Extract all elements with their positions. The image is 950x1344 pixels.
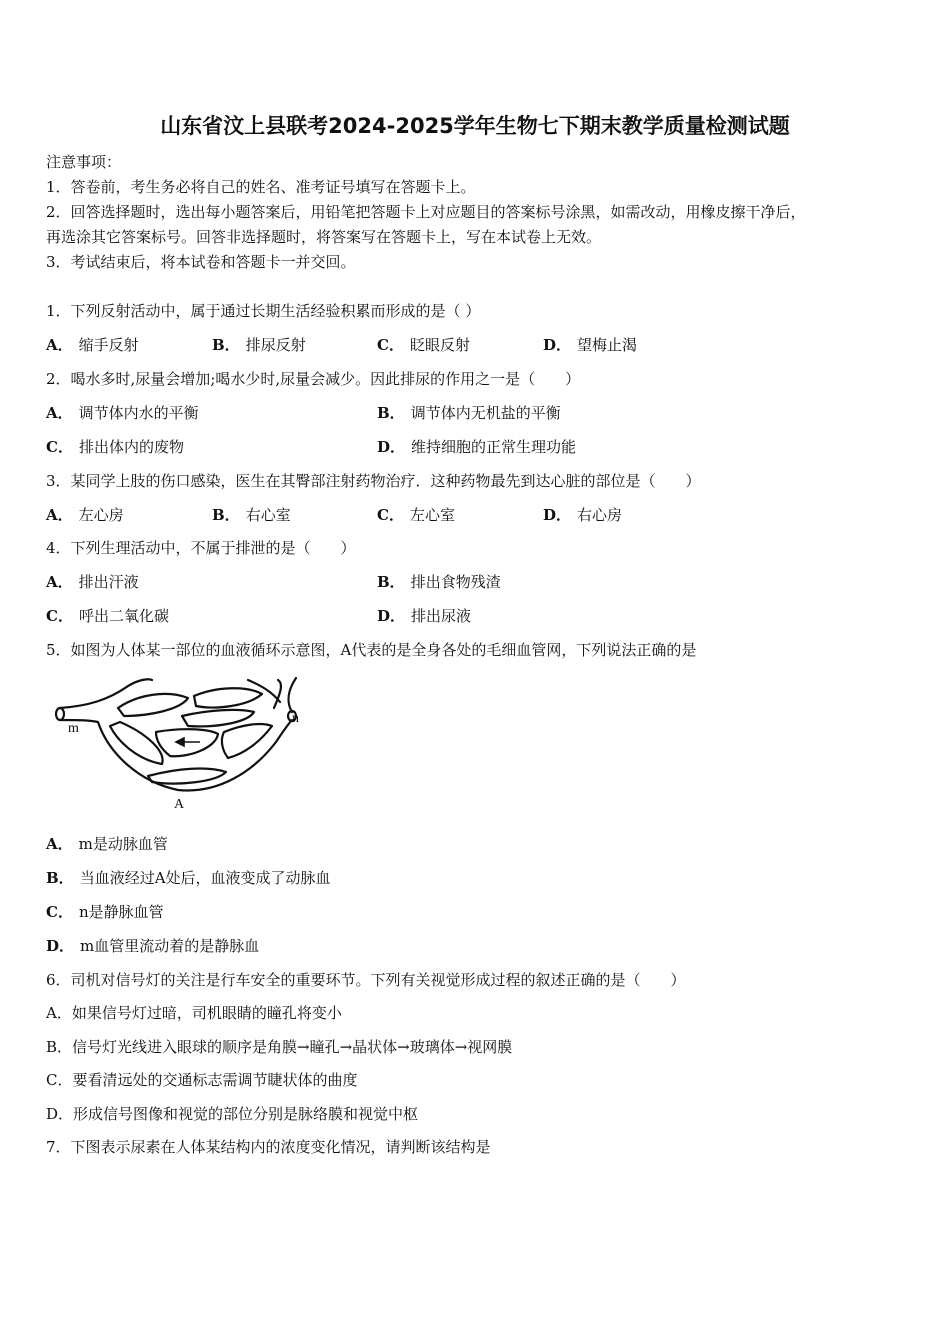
option-letter: C．: [377, 336, 404, 354]
q3-option-a[interactable]: [46, 505, 124, 525]
option-letter: B．: [377, 573, 405, 591]
vessel-end-m: [56, 708, 64, 720]
note-3: 3．考试结束后，将本试卷和答题卡一并交回。: [46, 253, 356, 271]
option-text: 排出体内的废物: [78, 438, 184, 456]
option-letter: A．: [46, 404, 73, 422]
label-m: m: [68, 721, 79, 736]
option-letter: B．: [212, 506, 240, 524]
option-letter: C．: [377, 506, 404, 524]
option-text: 排出食物残渣: [410, 573, 501, 591]
q2-option-b[interactable]: [377, 403, 561, 423]
q4-option-a[interactable]: [46, 572, 139, 592]
option-letter: A．: [46, 835, 73, 853]
option-text: n是静脉血管: [78, 903, 164, 921]
option-text: 调节体内水的平衡: [78, 404, 199, 422]
q5-stem: 5．如图为人体某一部位的血液循环示意图，A代表的是全身各处的毛细血管网，下列说法正确的是: [46, 641, 697, 659]
q3-option-b[interactable]: [212, 505, 291, 525]
option-letter: D．: [46, 937, 75, 955]
note-2-line-2: 再选涂其它答案标号。回答非选择题时，将答案写在答题卡上，写在本试卷上无效。: [46, 228, 602, 246]
q7-stem: 7．下图表示尿素在人体某结构内的浓度变化情况，请判断该结构是: [46, 1138, 491, 1156]
option-text: 排出汗液: [78, 573, 139, 591]
notes-heading: 注意事项：: [46, 153, 122, 171]
option-letter: A．: [46, 336, 73, 354]
q1-option-c[interactable]: [377, 335, 470, 355]
option-letter: B．: [212, 336, 240, 354]
q4-stem: 4．下列生理活动中，不属于排泄的是（ ）: [46, 539, 356, 557]
q6-option-d[interactable]: D．形成信号图像和视觉的部位分别是脉络膜和视觉中枢: [46, 1105, 419, 1123]
q6-option-b[interactable]: B．信号灯光线进入眼球的顺序是角膜→瞳孔→晶状体→玻璃体→视网膜: [46, 1038, 513, 1056]
q2-option-d[interactable]: [377, 437, 576, 457]
option-text: 缩手反射: [78, 336, 139, 354]
option-text: 左心室: [409, 506, 455, 524]
q1-option-a[interactable]: [46, 335, 139, 355]
q1-option-b[interactable]: [212, 335, 306, 355]
option-letter: D．: [543, 506, 572, 524]
q1-option-d[interactable]: [543, 335, 637, 355]
q6-stem: 6．司机对信号灯的关注是行车安全的重要环节。下列有关视觉形成过程的叙述正确的是（ ）: [46, 971, 686, 989]
q5-option-a[interactable]: [46, 834, 168, 854]
q3-stem: 3．某同学上肢的伤口感染，医生在其臀部注射药物治疗．这种药物最先到达心脏的部位是（ ）: [46, 472, 701, 490]
option-letter: C．: [46, 607, 73, 625]
option-letter: D．: [543, 336, 572, 354]
note-1: 1．答卷前，考生务必将自己的姓名、准考证号填写在答题卡上。: [46, 178, 476, 196]
option-letter: C．: [46, 903, 73, 921]
option-text: 望梅止渴: [577, 336, 638, 354]
capillary-loop: [194, 688, 262, 707]
option-text: m是动脉血管: [78, 835, 168, 853]
q5-option-d[interactable]: [46, 936, 259, 956]
option-letter: D．: [377, 607, 406, 625]
option-text: 排尿反射: [245, 336, 306, 354]
option-letter: B．: [46, 869, 74, 887]
capillary-loop: [148, 769, 226, 784]
q4-option-d[interactable]: [377, 606, 471, 626]
capillary-loop: [182, 710, 254, 726]
page-title: 山东省汶上县联考2024-2025学年生物七下期末教学质量检测试题: [160, 114, 790, 138]
vessel-outline-top-right: [289, 678, 296, 712]
q2-option-a[interactable]: [46, 403, 199, 423]
label-a: A: [174, 797, 185, 812]
option-letter: A．: [46, 506, 73, 524]
blood-circulation-diagram: [48, 672, 308, 812]
capillary-loop: [118, 694, 188, 716]
q1-stem: 1．下列反射活动中，属于通过长期生活经验积累而形成的是（ ）: [46, 302, 481, 320]
option-text: 右心房: [577, 506, 623, 524]
flow-arrow-head: [176, 738, 184, 746]
option-text: 右心室: [245, 506, 291, 524]
q6-option-a[interactable]: A．如果信号灯过暗，司机眼睛的瞳孔将变小: [46, 1004, 342, 1022]
option-text: 排出尿液: [411, 607, 472, 625]
capillary-loop: [110, 722, 163, 764]
option-text: 左心房: [78, 506, 124, 524]
q6-option-c[interactable]: C．要看清远处的交通标志需调节睫状体的曲度: [46, 1071, 358, 1089]
q3-option-d[interactable]: [543, 505, 622, 525]
q4-option-c[interactable]: [46, 606, 169, 626]
q2-option-c[interactable]: [46, 437, 184, 457]
q5-option-b[interactable]: [46, 868, 331, 888]
option-text: 调节体内无机盐的平衡: [410, 404, 561, 422]
q3-option-c[interactable]: [377, 505, 455, 525]
option-letter: A．: [46, 573, 73, 591]
option-text: 眨眼反射: [409, 336, 470, 354]
vessel-branch: [274, 680, 281, 708]
q4-option-b[interactable]: [377, 572, 501, 592]
option-letter: B．: [377, 404, 405, 422]
option-text: 呼出二氧化碳: [78, 607, 169, 625]
option-text: 维持细胞的正常生理功能: [411, 438, 577, 456]
capillary-loop: [222, 724, 272, 758]
option-text: 当血液经过A处后，血液变成了动脉血: [79, 869, 331, 887]
q2-stem: 2．喝水多时,尿量会增加;喝水少时,尿量会减少。因此排尿的作用之一是（ ）: [46, 370, 581, 388]
q5-option-c[interactable]: [46, 902, 164, 922]
option-letter: D．: [377, 438, 406, 456]
vessel-outline-top-left: [60, 679, 152, 708]
option-letter: C．: [46, 438, 73, 456]
label-n: n: [292, 711, 299, 726]
note-2-line-1: 2．回答选择题时，选出每小题答案后，用铅笔把答题卡上对应题目的答案标号涂黑，如需改动，用橡皮擦干净后，: [46, 203, 806, 221]
option-text: m血管里流动着的是静脉血: [80, 937, 260, 955]
